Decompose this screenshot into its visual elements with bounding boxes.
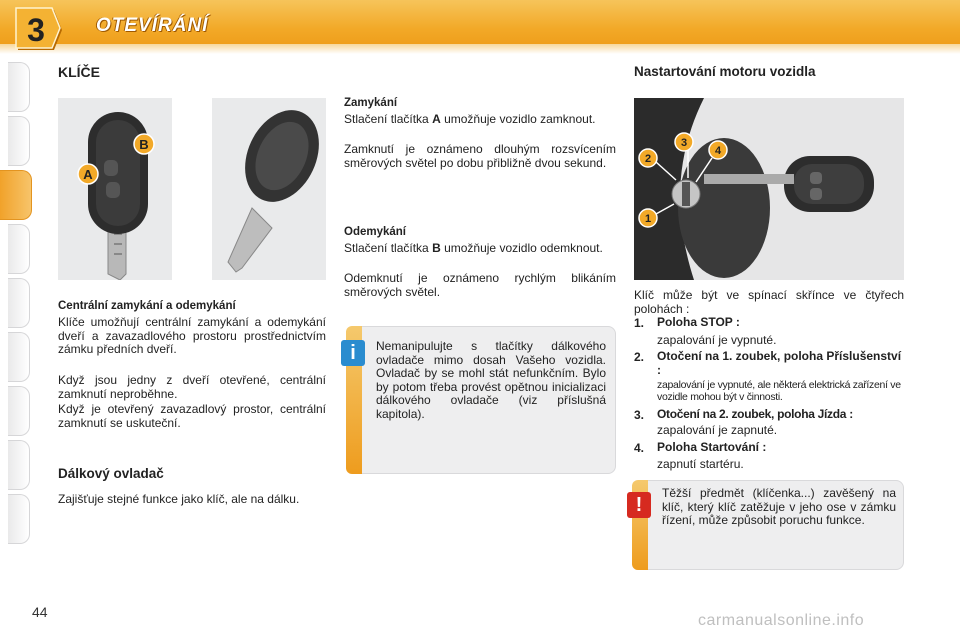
page-number: 44 <box>32 604 48 620</box>
unlock-text-1-a: Stlačení tlačítka <box>344 241 429 255</box>
lock-text-2: Zamknutí je oznámeno dlouhým rozsvícením směrových světel po dobu přibližně dvou sekund. <box>344 142 616 170</box>
lock-text-1-b: umožňuje vozidlo zamknout. <box>444 112 596 126</box>
watermark: carmanualsonline.info <box>698 612 865 629</box>
ignition-image <box>634 98 904 280</box>
side-tabs <box>0 62 36 582</box>
side-tab[interactable] <box>8 224 30 274</box>
position-3-title: Otočení na 2. zoubek, poloha Jízda : <box>657 407 853 421</box>
side-tab[interactable] <box>8 116 30 166</box>
central-locking-text-2: Když jsou jedny z dveří otevřené, centrální zamknutí neproběhne. <box>58 373 326 401</box>
position-4-title: Poloha Startování : <box>657 440 767 454</box>
side-tab[interactable] <box>8 332 30 382</box>
position-4-desc: zapnutí startéru. <box>657 457 744 471</box>
lock-key-letter: A <box>432 112 441 126</box>
plain-key-image <box>212 98 326 280</box>
side-tab-active[interactable] <box>0 170 32 220</box>
lock-text-1-a: Stlačení tlačítka <box>344 112 429 126</box>
keys-heading: KLÍČE <box>58 64 100 80</box>
position-2-num: 2. <box>634 350 645 364</box>
unlock-text-1 <box>344 242 616 256</box>
chapter-number: 3 <box>27 12 45 48</box>
header-fold <box>0 44 960 54</box>
position-1-title: Poloha STOP : <box>657 315 740 329</box>
central-locking-heading: Centrální zamykání a odemykání <box>58 300 236 312</box>
warning-note-text: Těžší předmět (klíčenka...) zavěšený na klíč, který klíč zatěžuje v jeho ose v zámku řízení, může způsobit poruchu funkce. <box>662 486 896 527</box>
side-tab[interactable] <box>8 386 30 436</box>
unlock-text-1-b: umožňuje vozidlo odemknout. <box>444 241 603 255</box>
position-3-desc: zapalování je zapnuté. <box>657 423 778 437</box>
position-1-desc: zapalování je vypnuté. <box>657 333 777 347</box>
position-4-num: 4. <box>634 441 645 455</box>
chapter-title: OTEVÍRÁNÍ <box>96 15 209 36</box>
position-1-num: 1. <box>634 316 645 330</box>
info-icon: i <box>341 340 365 366</box>
key-label-a: A <box>83 167 93 182</box>
side-tab[interactable] <box>8 278 30 328</box>
chapter-badge <box>14 6 64 54</box>
key-label-b: B <box>139 137 149 152</box>
ign-label-3: 3 <box>680 137 688 149</box>
unlock-text-2: Odemknutí je oznámeno rychlým blikáním směrových světel. <box>344 271 616 299</box>
key-plain-photo <box>212 98 326 280</box>
side-tab[interactable] <box>8 494 30 544</box>
lock-text-1 <box>344 113 616 127</box>
positions-intro: Klíč může být ve spínací skřínce ve čtyřech polohách : <box>634 288 904 316</box>
ign-label-1: 1 <box>644 213 652 225</box>
side-tab[interactable] <box>8 440 30 490</box>
unlock-heading: Odemykání <box>344 226 406 238</box>
ignition-photo <box>634 98 904 280</box>
ign-label-4: 4 <box>714 145 722 157</box>
key-remote-photo <box>58 98 172 280</box>
remote-text: Zajišťuje stejné funkce jako klíč, ale na dálku. <box>58 492 300 506</box>
info-note-text: Nemanipulujte s tlačítky dálkového ovladače mimo dosah Vašeho vozidla. Ovladač by se mohl stát nefunkčním. Bylo by potom třeba provést opětnou inicializaci dálkového ovladače (viz příslušná kapitola). <box>376 339 606 421</box>
position-2-title: Otočení na 1. zoubek, poloha Příslušenství : <box>657 349 902 377</box>
side-tab[interactable] <box>8 62 30 112</box>
ign-label-2: 2 <box>644 153 652 165</box>
central-locking-text-3: Když je otevřený zavazadlový prostor, centrální zamknutí se uskuteční. <box>58 402 326 430</box>
engine-start-heading: Nastartování motoru vozidla <box>634 64 816 79</box>
remote-heading: Dálkový ovladač <box>58 466 164 481</box>
unlock-key-letter: B <box>432 241 441 255</box>
position-3-num: 3. <box>634 408 645 422</box>
lock-heading: Zamykání <box>344 97 398 109</box>
central-locking-text-1: Klíče umožňují centrální zamykání a odemykání dveří a zavazadlového prostoru prostřednictvím zámku předních dveří. <box>58 315 326 356</box>
warning-icon: ! <box>627 492 651 518</box>
position-2-desc: zapalování je vypnuté, ale některá elektrická zařízení ve vozidle mohou být v činnosti. <box>657 379 901 403</box>
remote-key-image <box>58 98 172 280</box>
